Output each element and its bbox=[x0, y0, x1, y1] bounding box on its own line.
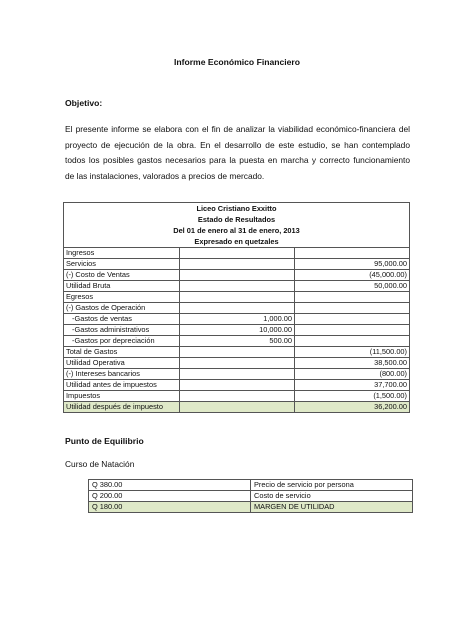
estado-header-title: Estado de Resultados bbox=[64, 214, 410, 225]
natacion-cell-descripcion: MARGEN DE UTILIDAD bbox=[251, 502, 413, 513]
estado-cell-total bbox=[295, 292, 410, 303]
estado-cell-total bbox=[295, 336, 410, 347]
estado-cell-parcial: 10,000.00 bbox=[180, 325, 295, 336]
estado-row bbox=[64, 281, 410, 292]
estado-header-period: Del 01 de enero al 31 de enero, 2013 bbox=[64, 225, 410, 236]
natacion-cell-descripcion: Costo de servicio bbox=[251, 491, 413, 502]
natacion-cell-descripcion: Precio de servicio por persona bbox=[251, 480, 413, 491]
estado-cell-concepto: -Gastos de ventas bbox=[64, 314, 180, 325]
estado-row bbox=[64, 391, 410, 402]
estado-row bbox=[64, 248, 410, 259]
estado-cell-total: 38,500.00 bbox=[295, 358, 410, 369]
estado-resultados-table bbox=[63, 202, 410, 413]
estado-cell-parcial bbox=[180, 303, 295, 314]
estado-cell-parcial bbox=[180, 259, 295, 270]
estado-cell-parcial: 1,000.00 bbox=[180, 314, 295, 325]
objetivo-heading: Objetivo: bbox=[65, 98, 103, 108]
estado-cell-total: 36,200.00 bbox=[295, 402, 410, 413]
objetivo-paragraph bbox=[65, 122, 410, 184]
estado-cell-total: (11,500.00) bbox=[295, 347, 410, 358]
estado-cell-parcial bbox=[180, 391, 295, 402]
estado-row bbox=[64, 259, 410, 270]
estado-cell-concepto: -Gastos administrativos bbox=[64, 325, 180, 336]
estado-cell-concepto: Egresos bbox=[64, 292, 180, 303]
estado-cell-concepto: Impuestos bbox=[64, 391, 180, 402]
estado-cell-total: (1,500.00) bbox=[295, 391, 410, 402]
estado-cell-total: (800.00) bbox=[295, 369, 410, 380]
estado-row bbox=[64, 402, 410, 413]
objetivo-line: El presente informe se elabora con el fin de analizar la viabilidad económico-financiera del bbox=[65, 124, 410, 134]
estado-cell-concepto: (-) Intereses bancarios bbox=[64, 369, 180, 380]
natacion-row bbox=[89, 491, 413, 502]
objetivo-line: de las instalaciones, valorados a precios de mercado. bbox=[65, 170, 265, 181]
estado-cell-concepto: (-) Gastos de Operación bbox=[64, 303, 180, 314]
estado-cell-concepto: Ingresos bbox=[64, 248, 180, 259]
estado-cell-concepto: Utilidad Operativa bbox=[64, 358, 180, 369]
estado-cell-concepto: Utilidad Bruta bbox=[64, 281, 180, 292]
objetivo-line: proyecto de ejecución de la obra. En el desarrollo de este estudio, se han contemplado bbox=[65, 139, 410, 150]
estado-cell-total: (45,000.00) bbox=[295, 270, 410, 281]
estado-cell-concepto: Total de Gastos bbox=[64, 347, 180, 358]
estado-cell-parcial bbox=[180, 358, 295, 369]
estado-cell-total bbox=[295, 303, 410, 314]
estado-row bbox=[64, 325, 410, 336]
estado-cell-parcial bbox=[180, 292, 295, 303]
estado-cell-total bbox=[295, 325, 410, 336]
estado-cell-parcial bbox=[180, 402, 295, 413]
estado-cell-concepto: Servicios bbox=[64, 259, 180, 270]
natacion-row bbox=[89, 480, 413, 491]
estado-row bbox=[64, 270, 410, 281]
estado-row bbox=[64, 369, 410, 380]
document-title: Informe Económico Financiero bbox=[173, 57, 301, 67]
estado-cell-concepto: Utilidad antes de impuestos bbox=[64, 380, 180, 391]
punto-equilibrio-table bbox=[88, 479, 413, 513]
estado-row bbox=[64, 303, 410, 314]
estado-cell-parcial bbox=[180, 248, 295, 259]
estado-cell-total bbox=[295, 314, 410, 325]
estado-row bbox=[64, 292, 410, 303]
estado-row bbox=[64, 358, 410, 369]
estado-row bbox=[64, 380, 410, 391]
estado-header-company: Liceo Cristiano Exxitto bbox=[64, 203, 410, 215]
natacion-cell-monto: Q 200.00 bbox=[89, 491, 251, 502]
estado-cell-total: 37,700.00 bbox=[295, 380, 410, 391]
estado-row bbox=[64, 314, 410, 325]
natacion-cell-monto: Q 180.00 bbox=[89, 502, 251, 513]
natacion-cell-monto: Q 380.00 bbox=[89, 480, 251, 491]
estado-cell-total: 95,000.00 bbox=[295, 259, 410, 270]
estado-cell-concepto: Utilidad después de impuesto bbox=[64, 402, 180, 413]
estado-cell-parcial bbox=[180, 281, 295, 292]
estado-cell-parcial bbox=[180, 369, 295, 380]
estado-cell-concepto: (-) Costo de Ventas bbox=[64, 270, 180, 281]
estado-cell-concepto: -Gastos por depreciación bbox=[64, 336, 180, 347]
objetivo-line: todos los posibles gastos necesarios para la puesta en marcha y correcto funcionamiento bbox=[65, 155, 410, 165]
estado-cell-parcial bbox=[180, 347, 295, 358]
natacion-row bbox=[89, 502, 413, 513]
estado-cell-parcial bbox=[180, 380, 295, 391]
estado-cell-parcial: 500.00 bbox=[180, 336, 295, 347]
estado-header-currency: Expresado en quetzales bbox=[64, 236, 410, 248]
estado-row bbox=[64, 347, 410, 358]
estado-cell-parcial bbox=[180, 270, 295, 281]
estado-cell-total: 50,000.00 bbox=[295, 281, 410, 292]
estado-cell-total bbox=[295, 248, 410, 259]
punto-equilibrio-heading: Punto de Equilibrio bbox=[65, 436, 144, 446]
curso-natacion-subheading: Curso de Natación bbox=[65, 459, 135, 469]
estado-row bbox=[64, 336, 410, 347]
